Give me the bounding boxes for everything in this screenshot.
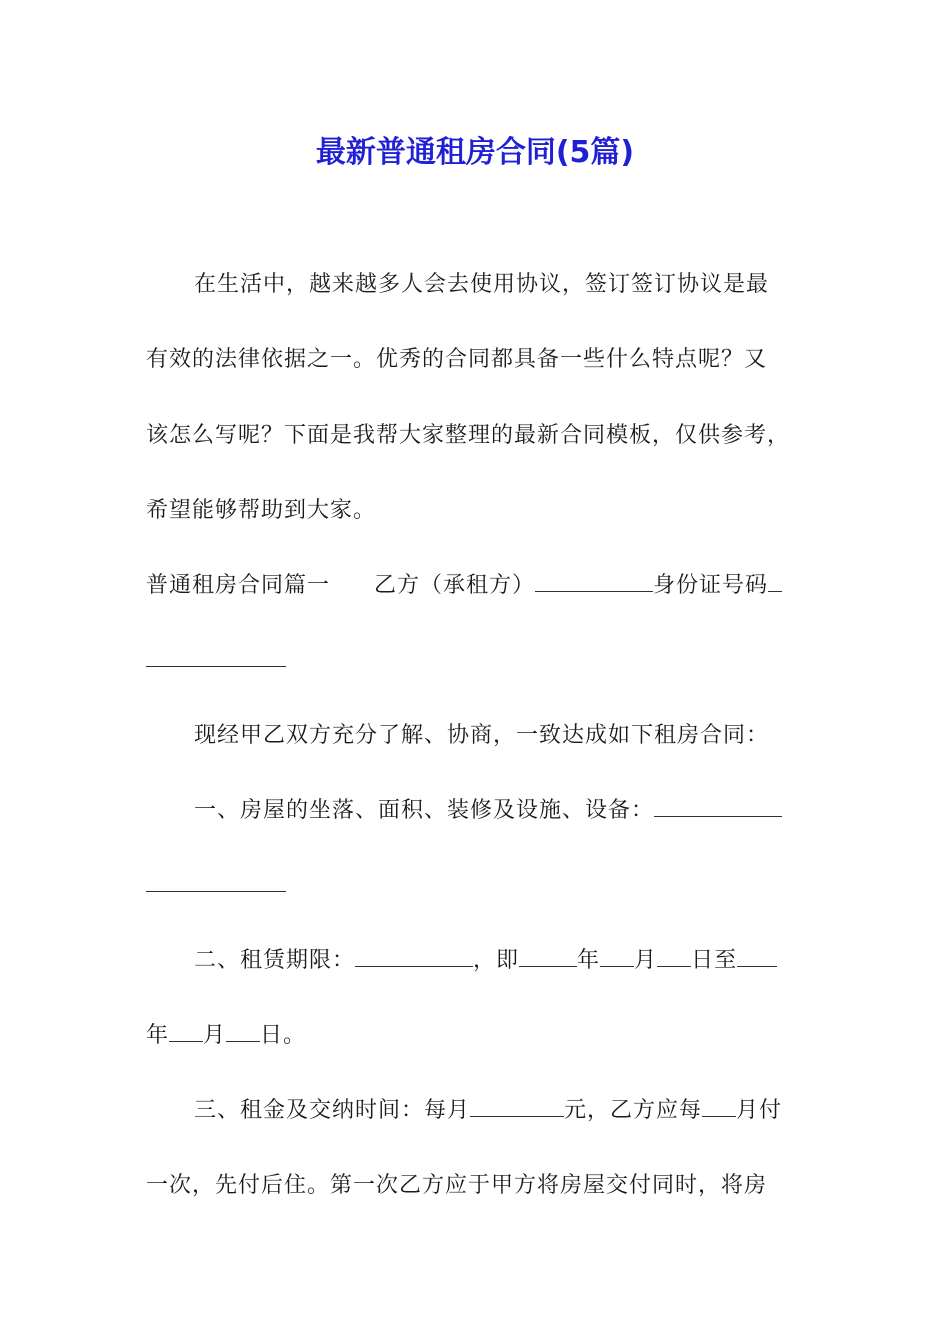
start-year-blank xyxy=(519,944,577,967)
id-number-label: 身份证号码 xyxy=(653,573,769,598)
term-ie: ，即 xyxy=(473,948,520,973)
clause-3-line-2: 一次，先付后住。第一次乙方应于甲方将房屋交付同时，将房 xyxy=(146,1173,768,1198)
agreement-line: 现经甲乙双方充分了解、协商，一致达成如下租房合同： xyxy=(194,723,770,748)
end-month-label: 月 xyxy=(203,1023,227,1048)
rent-blank xyxy=(470,1094,564,1117)
section-heading-line xyxy=(146,569,782,603)
end-year-label: 年 xyxy=(146,1023,170,1048)
document-title: 最新普通租房合同(5篇) xyxy=(315,135,635,170)
intro-line-4: 希望能够帮助到大家。 xyxy=(146,498,377,523)
end-day-blank xyxy=(226,1019,260,1042)
id-number-blank xyxy=(146,644,286,667)
clause-3-line xyxy=(194,1094,782,1128)
clause-1-text: 一、房屋的坐落、面积、装修及设施、设备： xyxy=(194,798,655,823)
day-to-label: 日至 xyxy=(691,948,738,973)
tenant-label: 乙方（承租方） xyxy=(374,573,536,598)
section-heading: 普通租房合同篇一 xyxy=(146,573,331,598)
rent-unit: 元，乙方应每 xyxy=(564,1098,703,1123)
month-label: 月 xyxy=(634,948,658,973)
tenant-blank xyxy=(535,569,653,592)
end-month-blank xyxy=(169,1019,203,1042)
clause-2-line-2 xyxy=(146,1019,306,1053)
clause-1-blank-2 xyxy=(146,869,286,892)
clause-1-line xyxy=(194,794,782,828)
pay-interval-blank xyxy=(702,1094,736,1117)
intro-line-3: 该怎么写呢？下面是我帮大家整理的最新合同模板，仅供参考， xyxy=(146,423,791,448)
term-blank xyxy=(355,944,473,967)
clause-2-text: 二、租赁期限： xyxy=(194,948,356,973)
clause-3-text: 三、租金及交纳时间：每月 xyxy=(194,1098,471,1123)
end-year-blank xyxy=(737,944,777,967)
end-day-label: 日。 xyxy=(260,1023,307,1048)
year-label: 年 xyxy=(577,948,601,973)
start-day-blank xyxy=(657,944,691,967)
pay-interval-label: 月付 xyxy=(736,1098,783,1123)
clause-1-blank xyxy=(654,794,782,817)
clause-2-line xyxy=(194,944,777,978)
clause-1-blank-line xyxy=(146,869,286,903)
intro-line-1: 在生活中，越来越多人会去使用协议，签订签订协议是最 xyxy=(194,272,770,297)
intro-line-2: 有效的法律依据之一。优秀的合同都具备一些什么特点呢？又 xyxy=(146,347,768,372)
id-number-blank-start xyxy=(768,569,782,592)
id-number-blank-line xyxy=(146,644,286,678)
start-month-blank xyxy=(600,944,634,967)
